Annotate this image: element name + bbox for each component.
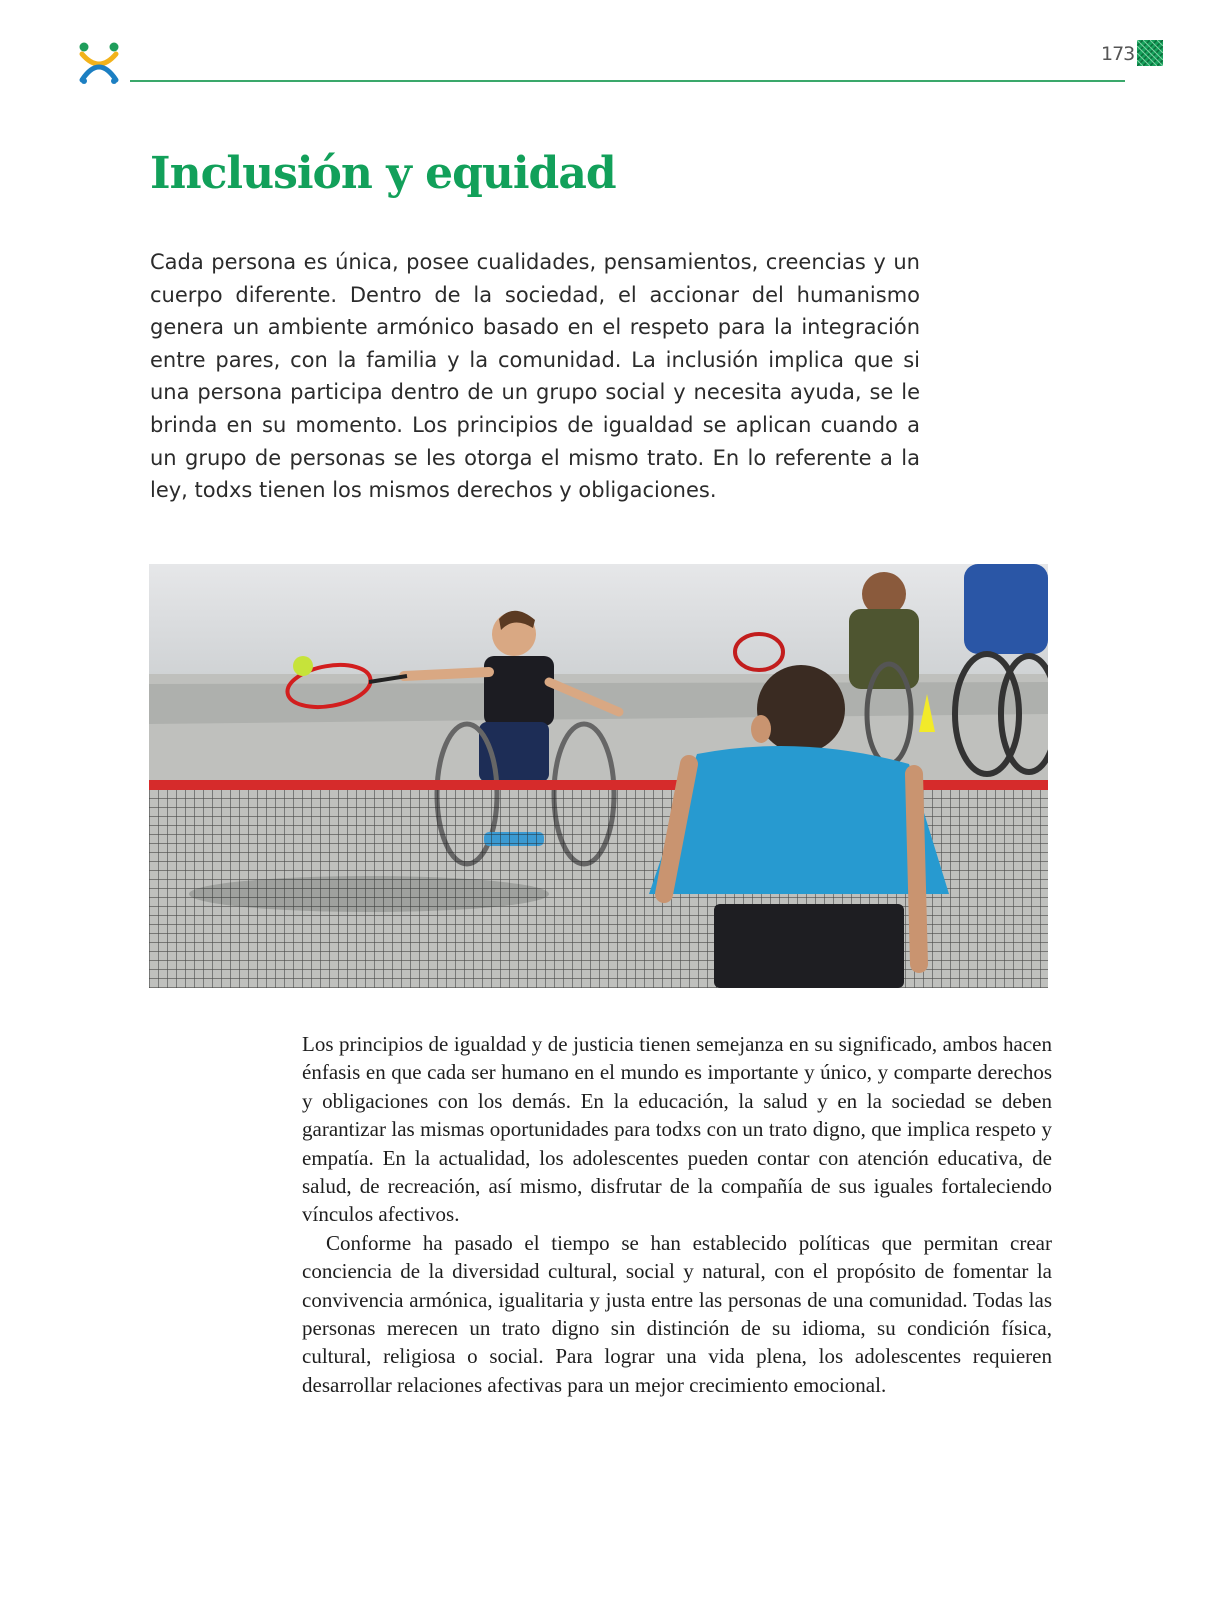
body-text: [302, 1030, 1052, 1399]
page-number: 173: [1101, 43, 1135, 65]
intro-paragraph: Cada persona es única, posee cualidades, pensamientos, creencias y un cuerpo diferente. Dentro de la sociedad, el accionar del humanismo genera un ambiente armónico basado en el respeto para la integración entre pares, con la familia y la comunidad. La inclusión implica que si una persona participa dentro de un grupo social y necesita ayuda, se le brinda en su momento. Los principios de igualdad se aplican cuando a un grupo de personas se les otorga el mismo trato. En lo referente a la ley, todxs tienen los mismos derechos y obligaciones.: [150, 250, 920, 503]
green-pattern-icon: [1137, 40, 1163, 66]
body-paragraph-2: Conforme ha pasado el tiempo se han establecido políticas que permitan crear conciencia de la diversidad cultural, social y natural, con el propósito de fomentar la convivencia armónica, igualitaria y justa entre las personas de una comunidad. Todas las personas merecen un trato digno sin distinción de su idioma, su condición física, cultural, religiosa o social. Para lograr una vida plena, los adolescentes requieren desarrollar relaciones afectivas para un mejor crecimiento emocional.: [302, 1230, 1052, 1397]
people-circle-logo-icon: [76, 40, 122, 86]
wheelchair-tennis-photo: [149, 564, 1048, 988]
body-paragraph-1: Los principios de igualdad y de justicia tienen semejanza en su significado, ambos hacen énfasis en que cada ser humano en el mundo es importante y único, y comparte derechos y obligaciones con los demás. En la educación, la salud y en la sociedad se deben garantizar las mismas oportunidades para todxs con un trato digno, que implica respeto y empatía. En la actualidad, los adolescentes pueden contar con atención educativa, de salud, de recreación, así mismo, disfrutar de la compañía de sus iguales fortaleciendo vínculos afectivos.: [302, 1032, 1052, 1227]
header-rule: [130, 80, 1125, 82]
page-title: Inclusión y equidad: [150, 148, 616, 199]
